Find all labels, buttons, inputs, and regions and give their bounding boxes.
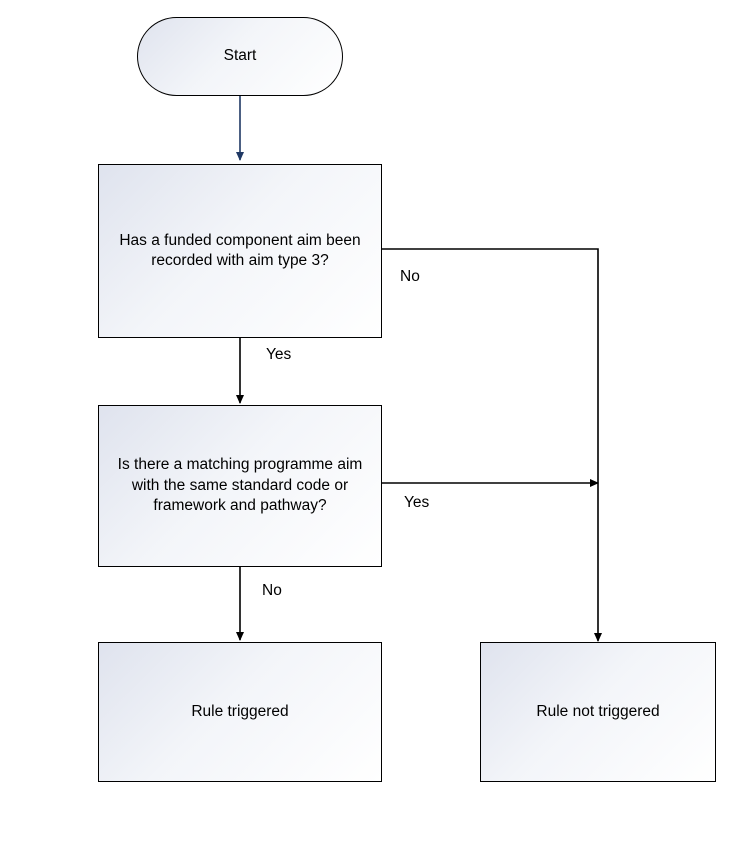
edge-label-no-aim-type: No [400,268,420,285]
node-rule-not-triggered[interactable] [480,642,716,782]
node-start-label: Start [223,47,257,65]
node-start[interactable] [137,17,343,96]
edge-label-yes-aim-type: Yes [266,346,292,363]
connector-decision1-no [382,249,598,641]
node-decision-aim-type-label: Has a funded component aim been recorded with aim type 3? [119,231,361,269]
node-decision-aim-type[interactable] [98,164,382,338]
edge-label-yes-matching: Yes [404,494,430,511]
node-decision-matching-programme-aim-label: Is there a matching programme aim with the same standard code or framework and pathway? [117,456,363,515]
edge-label-no-matching: No [262,582,282,599]
node-rule-not-triggered-label: Rule not triggered [536,702,660,720]
node-rule-triggered-label: Rule triggered [191,702,289,720]
node-rule-triggered[interactable] [98,642,382,782]
node-decision-matching-programme-aim[interactable] [98,405,382,567]
